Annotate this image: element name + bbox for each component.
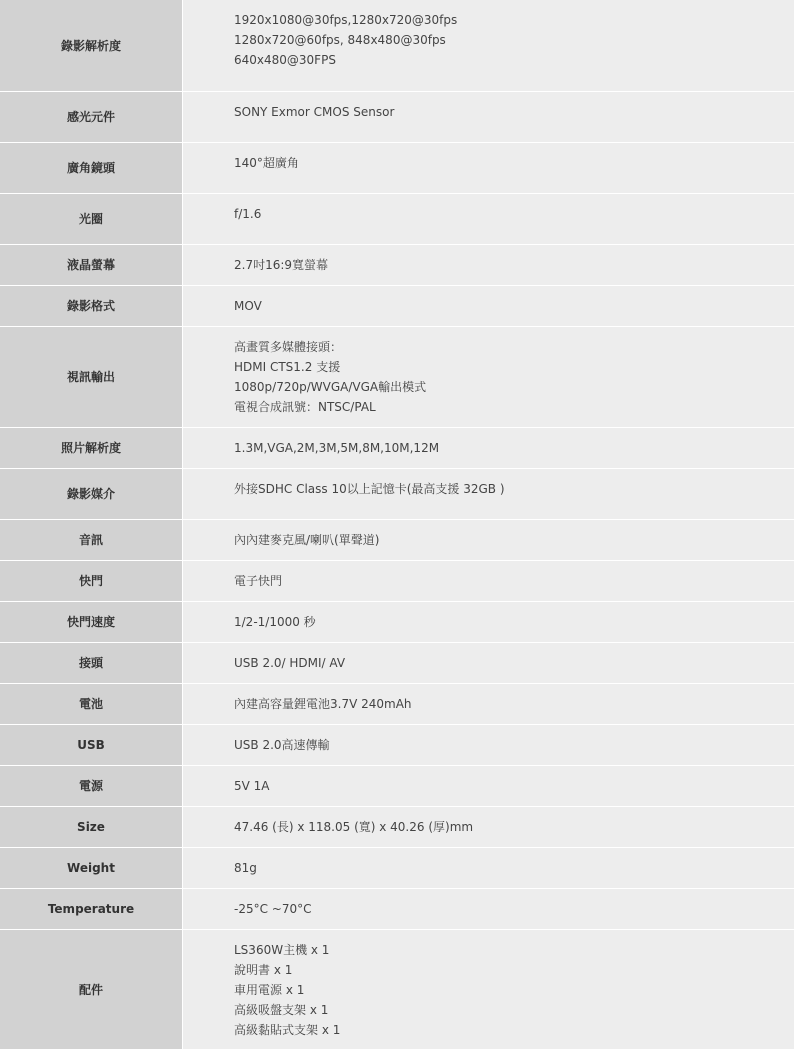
spec-row-usb (0, 724, 794, 765)
spec-label-video-format: 錄影格式 (0, 285, 183, 326)
spec-row-power (0, 765, 794, 806)
spec-value-line: 高級吸盤支架 x 1 (234, 1000, 794, 1020)
spec-value-size (183, 806, 794, 847)
spec-value-line: 電子快門 (234, 571, 794, 591)
spec-value-audio (183, 519, 794, 560)
spec-value-line: 1/2-1/1000 秒 (234, 612, 794, 632)
spec-label-shutter-speed: 快門速度 (0, 601, 183, 642)
spec-value-video-output (183, 326, 794, 427)
spec-row-video-resolution (0, 0, 794, 91)
spec-row-weight (0, 847, 794, 888)
spec-row-wide-angle-lens (0, 142, 794, 193)
spec-value-shutter-speed (183, 601, 794, 642)
spec-label-weight: Weight (0, 847, 183, 888)
spec-label-recording-media: 錄影媒介 (0, 468, 183, 519)
spec-value-line: 內建高容量鋰電池3.7V 240mAh (234, 694, 794, 714)
spec-value-video-format (183, 285, 794, 326)
spec-row-video-format (0, 285, 794, 326)
spec-value-shutter (183, 560, 794, 601)
spec-label-audio: 音訊 (0, 519, 183, 560)
spec-label-image-sensor: 感光元件 (0, 91, 183, 142)
spec-label-photo-resolution: 照片解析度 (0, 427, 183, 468)
spec-value-line: HDMI CTS1.2 支援 (234, 357, 794, 377)
spec-row-video-output (0, 326, 794, 427)
spec-value-line: 電視合成訊號：NTSC/PAL (234, 397, 794, 417)
spec-value-line: 140°超廣角 (234, 153, 794, 173)
spec-label-temperature: Temperature (0, 888, 183, 929)
spec-value-line: 47.46 (長) x 118.05 (寬) x 40.26 (厚)mm (234, 817, 794, 837)
spec-label-lcd-screen: 液晶螢幕 (0, 244, 183, 285)
spec-value-line: 5V 1A (234, 776, 794, 796)
spec-row-temperature (0, 888, 794, 929)
spec-value-usb (183, 724, 794, 765)
spec-value-lcd-screen (183, 244, 794, 285)
spec-value-line: 1080p/720p/WVGA/VGA輸出模式 (234, 377, 794, 397)
spec-value-video-resolution (183, 0, 794, 91)
spec-label-accessories: 配件 (0, 929, 183, 1049)
spec-row-shutter (0, 560, 794, 601)
spec-value-line: 1920x1080@30fps,1280x720@30fps (234, 10, 794, 30)
spec-value-temperature (183, 888, 794, 929)
spec-label-aperture: 光圈 (0, 193, 183, 244)
spec-value-accessories (183, 929, 794, 1049)
spec-value-line: USB 2.0/ HDMI/ AV (234, 653, 794, 673)
spec-label-connectors: 接頭 (0, 642, 183, 683)
spec-value-photo-resolution (183, 427, 794, 468)
spec-row-battery (0, 683, 794, 724)
spec-row-photo-resolution (0, 427, 794, 468)
spec-value-line: 1.3M,VGA,2M,3M,5M,8M,10M,12M (234, 438, 794, 458)
spec-label-video-resolution: 錄影解析度 (0, 0, 183, 91)
spec-value-connectors (183, 642, 794, 683)
spec-row-shutter-speed (0, 601, 794, 642)
spec-value-line: 81g (234, 858, 794, 878)
spec-value-aperture (183, 193, 794, 244)
spec-value-line: 高級黏貼式支架 x 1 (234, 1020, 794, 1040)
spec-value-line: 內內建麥克風/喇叭(單聲道) (234, 530, 794, 550)
spec-value-line: 2.7吋16:9寬螢幕 (234, 255, 794, 275)
spec-value-line: 說明書 x 1 (234, 960, 794, 980)
spec-value-line: 外接SDHC Class 10以上記憶卡(最高支援 32GB ) (234, 479, 794, 499)
spec-value-line: MOV (234, 296, 794, 316)
spec-value-power (183, 765, 794, 806)
spec-value-image-sensor (183, 91, 794, 142)
spec-value-recording-media (183, 468, 794, 519)
spec-value-line: 640x480@30FPS (234, 50, 794, 70)
spec-value-battery (183, 683, 794, 724)
spec-row-image-sensor (0, 91, 794, 142)
spec-label-battery: 電池 (0, 683, 183, 724)
spec-value-line: f/1.6 (234, 204, 794, 224)
spec-row-recording-media (0, 468, 794, 519)
spec-label-size: Size (0, 806, 183, 847)
spec-value-line: 高畫質多媒體接頭： (234, 337, 794, 357)
spec-row-accessories (0, 929, 794, 1049)
spec-value-line: SONY Exmor CMOS Sensor (234, 102, 794, 122)
spec-value-wide-angle-lens (183, 142, 794, 193)
spec-value-line: -25°C ~70°C (234, 899, 794, 919)
spec-row-size (0, 806, 794, 847)
spec-row-audio (0, 519, 794, 560)
spec-label-power: 電源 (0, 765, 183, 806)
spec-label-video-output: 視訊輸出 (0, 326, 183, 427)
spec-label-shutter: 快門 (0, 560, 183, 601)
spec-label-wide-angle-lens: 廣角鏡頭 (0, 142, 183, 193)
spec-value-line: USB 2.0高速傳輸 (234, 735, 794, 755)
spec-row-connectors (0, 642, 794, 683)
spec-value-line: LS360W主機 x 1 (234, 940, 794, 960)
spec-value-line: 1280x720@60fps, 848x480@30fps (234, 30, 794, 50)
spec-value-line: 車用電源 x 1 (234, 980, 794, 1000)
spec-value-weight (183, 847, 794, 888)
spec-label-usb: USB (0, 724, 183, 765)
spec-row-lcd-screen (0, 244, 794, 285)
spec-row-aperture (0, 193, 794, 244)
